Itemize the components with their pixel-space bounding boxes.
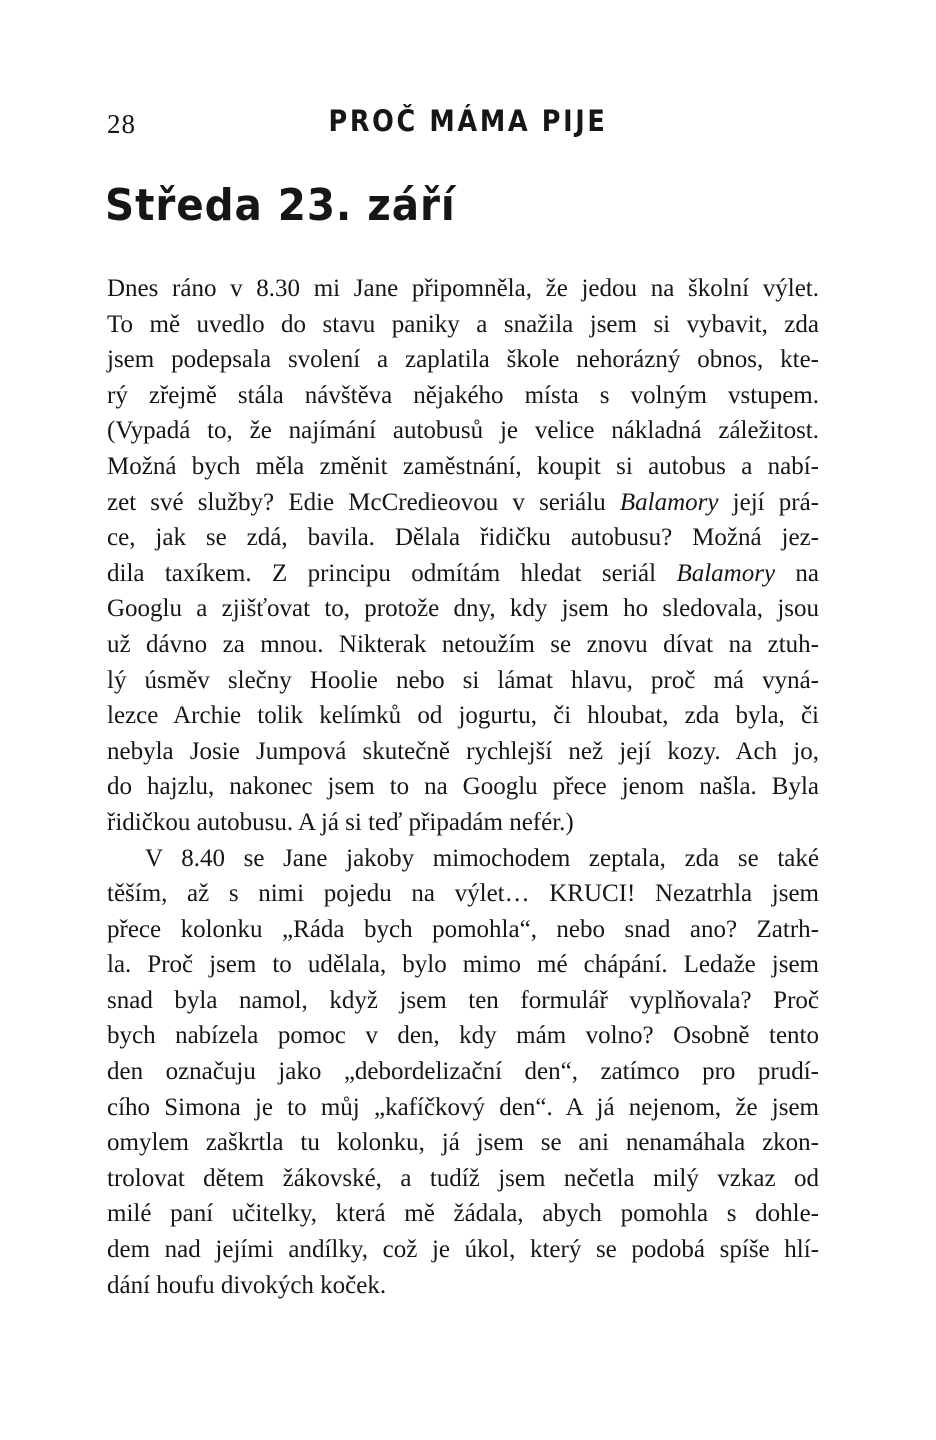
body-line: To mě uvedlo do stavu paniky a snažila jsem si vybavit, zda	[107, 310, 819, 338]
body-line: bych nabízela pomoc v den, kdy mám volno? Osobně tento	[107, 1022, 819, 1050]
body-line: rý zřejmě stála návštěva nějakého místa s volným vstupem.	[107, 381, 819, 409]
body-line: dila taxíkem. Z principu odmítám hledat seriál Balamory na	[107, 559, 819, 587]
body-line: už dávno za mnou. Nikterak netoužím se znovu dívat na ztuh-	[107, 630, 819, 658]
chapter-heading: Středa 23. září	[105, 180, 456, 231]
body-line: trolovat dětem žákovské, a tudíž jsem nečetla milý vzkaz od	[107, 1164, 819, 1192]
body-line: omylem zaškrtla tu kolonku, já jsem se ani nenamáhala zkon-	[107, 1129, 819, 1157]
body-line: ce, jak se zdá, bavila. Dělala řidičku autobusu? Možná jez-	[107, 524, 819, 552]
body-line: Možná bych měla změnit zaměstnání, koupit si autobus a nabí-	[107, 452, 819, 480]
page-number: 28	[107, 109, 136, 139]
body-line: přece kolonku „Ráda bych pomohla“, nebo snad ano? Zatrh-	[107, 915, 819, 943]
body-line: dem nad jejími andílky, což je úkol, který se podobá spíše hlí-	[107, 1236, 819, 1264]
body-line: lezce Archie tolik kelímků od jogurtu, či hloubat, zda byla, či	[107, 702, 819, 730]
body-line: těším, až s nimi pojedu na výlet… KRUCI! Nezatrhla jsem	[107, 880, 819, 908]
body-line: snad byla namol, když jsem ten formulář vyplňovala? Proč	[107, 986, 819, 1014]
body-line: den označuju jako „debordelizační den“, zatímco pro prudí-	[107, 1058, 819, 1086]
body-text	[107, 271, 819, 1303]
body-line: Dnes ráno v 8.30 mi Jane připomněla, že jedou na školní výlet.	[107, 275, 819, 302]
page-header	[107, 104, 829, 144]
body-line: cího Simona je to můj „kafíčkový den“. A já nejenom, že jsem	[107, 1093, 819, 1121]
body-line: (Vypadá to, že najímání autobusů je velice nákladná záležitost.	[107, 417, 819, 445]
body-line: V 8.40 se Jane jakoby mimochodem zeptala, zda se také	[145, 844, 819, 872]
body-line: jsem podepsala svolení a zaplatila škole nehorázný obnos, kte-	[107, 346, 819, 374]
body-line: lý úsměv slečny Hoolie nebo si lámat hlavu, proč má vyná-	[107, 666, 819, 694]
body-line: la. Proč jsem to udělala, bylo mimo mé chápání. Ledaže jsem	[107, 951, 819, 979]
body-line: dání houfu divokých koček.	[107, 1271, 387, 1299]
running-head: PROČ MÁMA PIJE	[328, 104, 608, 138]
body-line: do hajzlu, nakonec jsem to na Googlu přece jenom našla. Byla	[107, 773, 819, 801]
body-line: milé paní učitelky, která mě žádala, abych pomohla s dohle-	[107, 1200, 819, 1228]
body-line: řidičkou autobusu. A já si teď připadám nefér.)	[107, 808, 574, 836]
body-line: nebyla Josie Jumpová skutečně rychlejší než její kozy. Ach jo,	[107, 737, 819, 765]
body-line: Googlu a zjišťovat to, protože dny, kdy jsem ho sledovala, jsou	[107, 595, 819, 623]
body-line: zet své služby? Edie McCredieovou v seriálu Balamory její prá-	[107, 488, 820, 516]
